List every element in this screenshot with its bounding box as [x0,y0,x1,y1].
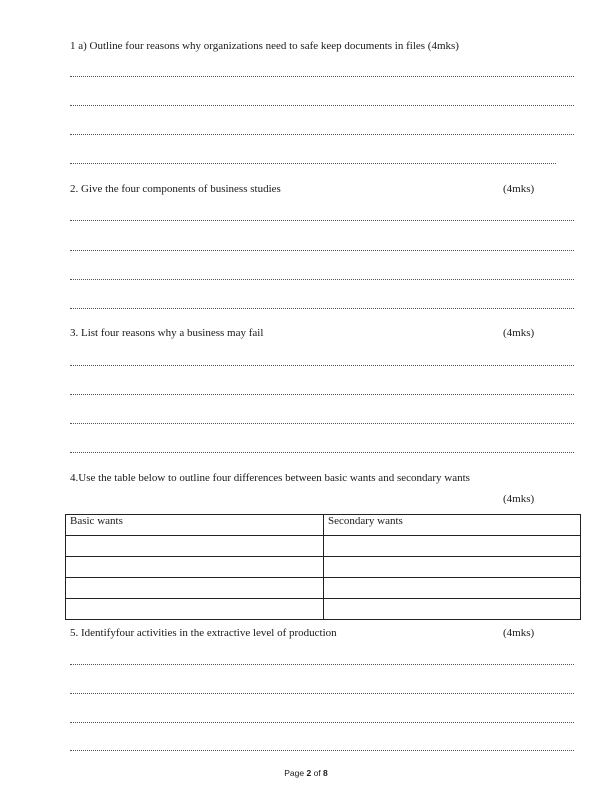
table-cell[interactable] [66,599,324,620]
footer-total-pages: 8 [323,768,328,778]
table-row [66,557,581,578]
answer-line [70,220,574,221]
table-header-row [66,515,581,536]
answer-line [70,308,574,309]
footer-of-label: of [313,768,321,778]
table-row [66,599,581,620]
answer-line [70,664,574,665]
answer-line [70,279,574,280]
question-5-marks: (4mks) [503,627,535,639]
answer-line [70,750,574,751]
table-cell[interactable] [66,578,324,599]
table-cell[interactable] [324,578,581,599]
table-cell[interactable] [66,536,324,557]
page-footer [0,768,612,778]
table-cell[interactable] [324,536,581,557]
table-row [66,536,581,557]
table-header-basic-wants: Basic wants [66,515,324,536]
answer-line [70,163,556,164]
answer-line [70,452,574,453]
table-row [66,578,581,599]
question-5-text: 5. Identifyfour activities in the extractive level of production [70,627,337,639]
question-3-marks: (4mks) [503,327,535,339]
wants-comparison-table [65,514,581,620]
answer-line [70,250,574,251]
question-4-marks: (4mks) [503,493,535,505]
answer-line [70,423,574,424]
question-2-marks: (4mks) [503,183,535,195]
table-cell[interactable] [324,599,581,620]
answer-line [70,693,574,694]
answer-line [70,365,574,366]
answer-line [70,722,574,723]
question-1-text: 1 a) Outline four reasons why organizations need to safe keep documents in files (4mks) [70,40,459,52]
question-3-text: 3. List four reasons why a business may fail [70,327,264,339]
answer-line [70,134,574,135]
table-header-secondary-wants: Secondary wants [324,515,581,536]
table-cell[interactable] [324,557,581,578]
footer-page-label: Page [284,768,305,778]
table-cell[interactable] [66,557,324,578]
answer-line [70,394,574,395]
question-4-text: 4.Use the table below to outline four differences between basic wants and secondary wants [70,472,470,484]
question-2-text: 2. Give the four components of business studies [70,183,281,195]
answer-line [70,105,574,106]
footer-current-page: 2 [306,768,312,778]
answer-line [70,76,574,77]
